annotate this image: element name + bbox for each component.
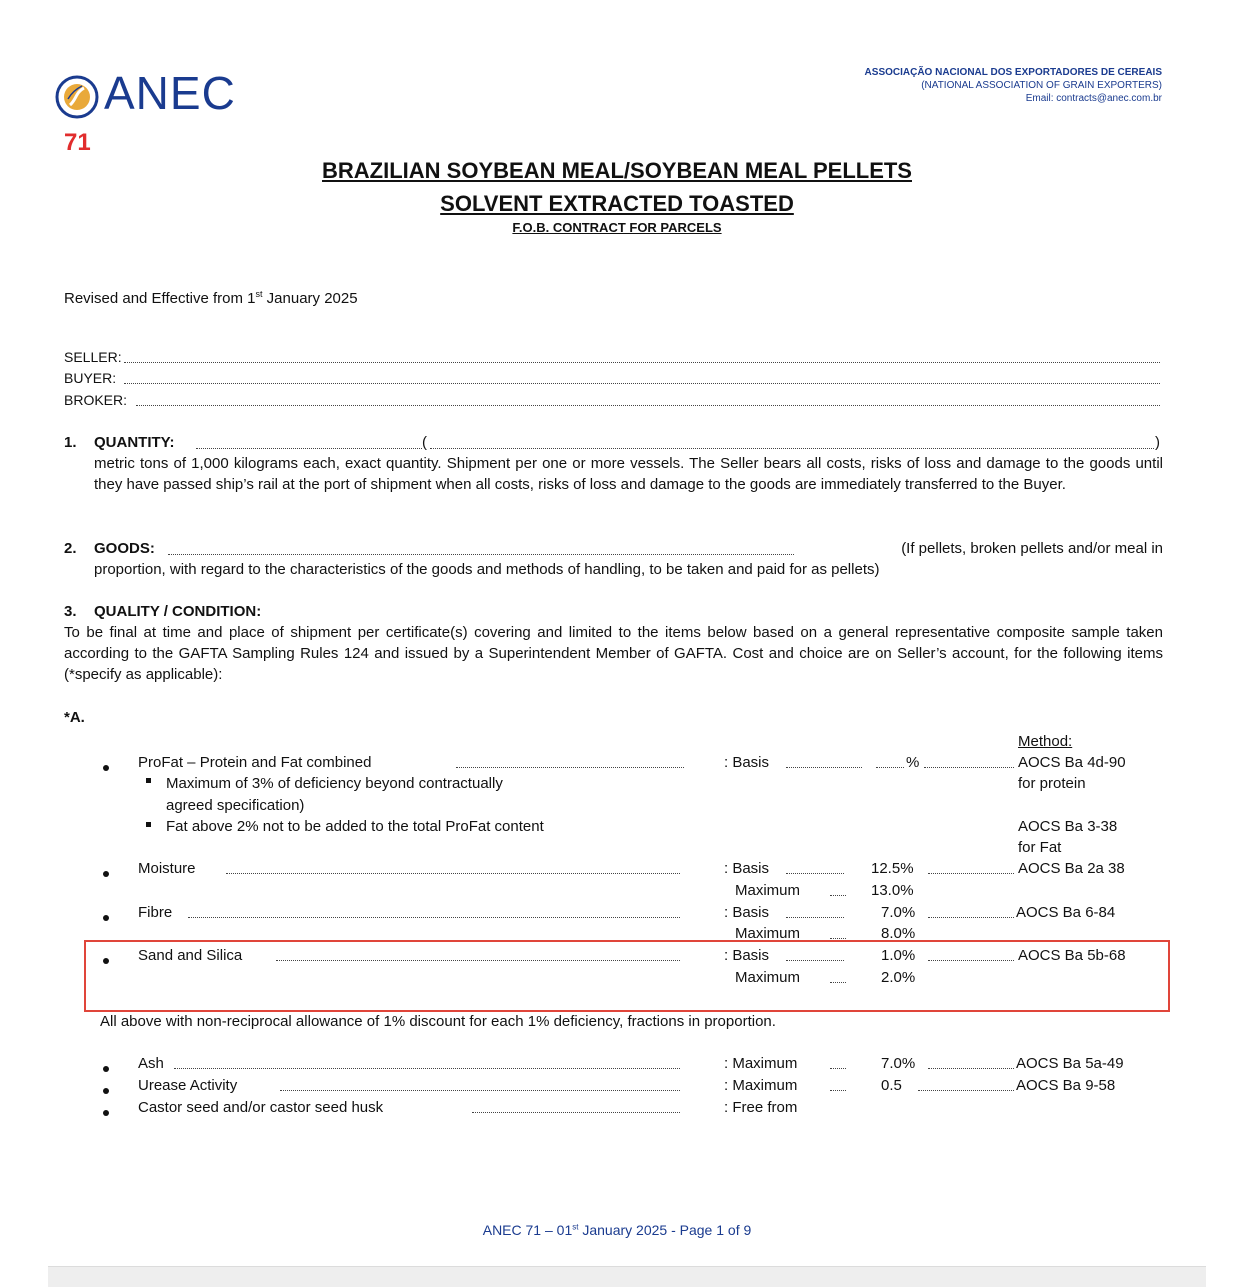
moisture-max-label: Maximum	[735, 882, 801, 899]
section2-body: proportion, with regard to the characteristics of the goods and methods of handling, to be taken and paid for as pellets)	[94, 561, 880, 578]
moisture-method: AOCS Ba 2a 38	[1018, 860, 1125, 877]
profat-basis-label: : Basis	[724, 754, 770, 771]
profat-fat-method: AOCS Ba 3-38	[1018, 818, 1118, 835]
sand-basis-label: : Basis	[724, 947, 770, 964]
profat-leader	[456, 767, 684, 768]
urease-leader	[280, 1090, 680, 1091]
logo-text: ANEC	[104, 67, 236, 119]
profat-sub1b: agreed specification)	[166, 797, 305, 814]
profat-sub1a: Maximum of 3% of deficiency beyond contractually	[166, 775, 503, 792]
ash-leader	[174, 1068, 680, 1069]
bullet-icon	[102, 909, 110, 917]
sub-a-label: *A.	[64, 709, 85, 726]
page-footer: ANEC 71 – 01st January 2025 - Page 1 of 9	[482, 1222, 752, 1238]
ash-method: AOCS Ba 5a-49	[1016, 1055, 1124, 1072]
fibre-basis-value: 7.0%	[881, 904, 916, 921]
sand-max-leader	[830, 982, 846, 983]
sand-basis-value: 1.0%	[881, 947, 916, 964]
ash-label: : Maximum	[724, 1055, 798, 1072]
section1-number: 1.	[64, 434, 77, 451]
assoc-name: ASSOCIAÇÃO NACIONAL DOS EXPORTADORES DE CEREAIS	[864, 67, 1162, 78]
sand-name: Sand and Silica	[138, 947, 243, 964]
sand-basis-leader	[786, 960, 844, 961]
urease-max-leader	[830, 1090, 846, 1091]
quantity-field[interactable]	[196, 448, 422, 449]
buyer-label: BUYER:	[64, 370, 117, 386]
bullet-icon	[102, 1060, 110, 1068]
page-bottom-bar	[48, 1266, 1206, 1287]
ash-name: Ash	[138, 1055, 164, 1072]
ash-max-leader	[830, 1068, 846, 1069]
profat-method-note: for protein	[1018, 775, 1086, 792]
castor-leader	[472, 1112, 680, 1113]
bullet-icon	[102, 759, 110, 767]
fibre-max-value: 8.0%	[881, 925, 916, 942]
sand-max-label: Maximum	[735, 969, 801, 986]
section2-label: GOODS:	[94, 540, 155, 557]
ash-method-leader	[928, 1068, 1014, 1069]
bullet-icon	[102, 1104, 110, 1112]
section2-tail: (If pellets, broken pellets and/or meal in	[901, 540, 1163, 557]
document-subtitle: SOLVENT EXTRACTED TOASTED	[440, 191, 794, 216]
moisture-basis-value: 12.5%	[871, 860, 914, 877]
sand-method-leader	[928, 960, 1014, 961]
contract-code: 71	[64, 129, 91, 156]
section1-label: QUANTITY:	[94, 434, 175, 451]
urease-method-leader	[918, 1090, 1014, 1091]
moisture-max-value: 13.0%	[871, 882, 914, 899]
association-info	[865, 66, 1162, 105]
broker-label: BROKER:	[64, 392, 128, 408]
fibre-method-leader	[928, 917, 1014, 918]
assoc-name-english: (NATIONAL ASSOCIATION OF GRAIN EXPORTERS)	[921, 80, 1162, 91]
profat-sub2: Fat above 2% not to be added to the total ProFat content	[166, 818, 544, 835]
profat-fat-method-note: for Fat	[1018, 839, 1062, 856]
moisture-name: Moisture	[138, 860, 196, 877]
document-title: BRAZILIAN SOYBEAN MEAL/SOYBEAN MEAL PELLETS	[322, 158, 912, 183]
buyer-field[interactable]	[124, 383, 1160, 384]
square-bullet-icon	[146, 822, 151, 827]
castor-label: : Free from	[724, 1099, 798, 1116]
broker-field[interactable]	[136, 405, 1160, 406]
goods-field[interactable]	[168, 554, 794, 555]
assoc-email[interactable]: Email: contracts@anec.com.br	[1025, 93, 1162, 104]
urease-name: Urease Activity	[138, 1077, 238, 1094]
fibre-basis-leader	[786, 917, 844, 918]
section3-label: QUALITY / CONDITION:	[94, 603, 262, 620]
urease-value: 0.5	[881, 1077, 902, 1094]
bullet-icon	[102, 952, 110, 960]
profat-method: AOCS Ba 4d-90	[1018, 754, 1126, 771]
sand-max-value: 2.0%	[881, 969, 916, 986]
section1-body: metric tons of 1,000 kilograms each, exact quantity. Shipment per one or more vessels. The Seller bears all costs, risks of loss and damage to the goods until they have passed ship’s rail at the port of shipment when all costs, risks of loss and damage to the goods are immediately transferred to the Buyer.	[94, 455, 1163, 493]
highlight-box	[84, 940, 1170, 1012]
castor-name: Castor seed and/or castor seed husk	[138, 1099, 384, 1116]
fibre-name: Fibre	[138, 904, 173, 921]
section1-open-paren: (	[422, 434, 427, 451]
fibre-max-label: Maximum	[735, 925, 801, 942]
fibre-basis-label: : Basis	[724, 904, 770, 921]
bullet-icon	[102, 865, 110, 873]
anec-logo-icon	[54, 74, 100, 120]
sand-leader	[276, 960, 680, 961]
moisture-basis-label: : Basis	[724, 860, 770, 877]
revised-date: Revised and Effective from 1st January 2025	[64, 289, 358, 307]
seller-field[interactable]	[124, 362, 1160, 363]
fibre-leader	[188, 917, 680, 918]
profat-basis-field[interactable]	[786, 767, 862, 768]
moisture-leader	[226, 873, 680, 874]
profat-method-leader	[924, 767, 1014, 768]
method-header: Method:	[1018, 733, 1073, 750]
moisture-max-leader	[830, 895, 846, 896]
profat-pct-field[interactable]	[876, 767, 904, 768]
sand-method: AOCS Ba 5b-68	[1018, 947, 1126, 964]
ash-value: 7.0%	[881, 1055, 916, 1072]
seller-label: SELLER:	[64, 349, 122, 365]
moisture-method-leader	[928, 873, 1014, 874]
square-bullet-icon	[146, 778, 151, 783]
moisture-basis-leader	[786, 873, 844, 874]
fibre-max-leader	[830, 938, 846, 939]
profat-pct: %	[906, 754, 920, 771]
section3-body: To be final at time and place of shipment per certificate(s) covering and limited to the items below based on a general representative composite sample taken according to the GAFTA Sampling Rules 124 and issued by a Superintendent Member of GAFTA. Cost and choice are on Seller’s account, for the following items (*specify as applicable):	[64, 624, 1163, 683]
urease-method: AOCS Ba 9-58	[1016, 1077, 1116, 1094]
fibre-method: AOCS Ba 6-84	[1016, 904, 1116, 921]
urease-label: : Maximum	[724, 1077, 798, 1094]
contract-type: F.O.B. CONTRACT FOR PARCELS	[512, 220, 722, 235]
section1-close-paren: )	[1155, 434, 1160, 451]
bullet-icon	[102, 1082, 110, 1090]
quantity-words-field[interactable]	[430, 448, 1154, 449]
allowance-note: All above with non-reciprocal allowance of 1% discount for each 1% deficiency, fractions in proportion.	[100, 1013, 776, 1030]
section2-number: 2.	[64, 540, 77, 557]
profat-name: ProFat – Protein and Fat combined	[138, 754, 372, 771]
section3-number: 3.	[64, 603, 77, 620]
